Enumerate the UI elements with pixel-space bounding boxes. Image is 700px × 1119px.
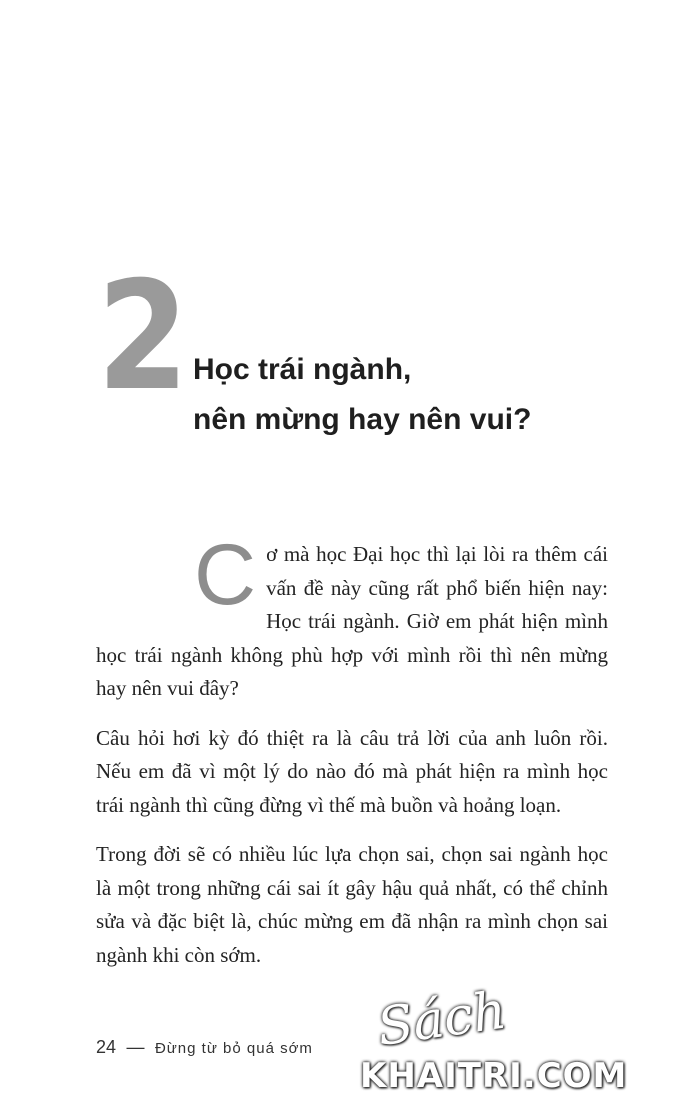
chapter-title-line-1: Học trái ngành, [193,353,412,386]
paragraph-1 [96,527,608,706]
paragraph-3: Trong đời sẽ có nhiều lúc lựa chọn sai, chọn sai ngành học là một trong những cái sai ít gây hậu quả nhất, có thể chỉnh sửa và đặc biệt là, chúc mừng em đã nhận ra mình chọn sai ngành khi còn sớm. [96,842,608,967]
paragraph-1-text: ơ mà học Đại học thì lại lòi ra thêm cái vấn đề này cũng rất phổ biến hiện nay: Học trái ngành. Giờ em phát hiện mình học trái ngành không phù hợp với mình rồi thì nên mừng hay nên vui đây? [96,542,608,700]
drop-cap: C [194,527,257,623]
chapter-title [193,345,633,445]
paragraph-2: Câu hỏi hơi kỳ đó thiệt ra là câu trả lời của anh luôn rồi. Nếu em đã vì một lý do nào đó mà phát hiện ra mình học trái ngành thì cũng đừng vì thế mà buồn và hoảng loạn. [96,725,608,817]
page-footer [96,1037,313,1058]
footer-separator: — [126,1037,145,1057]
running-book-title: Đừng từ bỏ quá sớm [154,1040,313,1057]
publisher-watermark [360,980,690,1113]
chapter-body [96,527,608,988]
watermark-script-text: Sách [373,980,510,1058]
watermark-brand-text: KHAITRI.COM [360,1056,628,1096]
page-number: 24 [96,1037,117,1057]
chapter-number: 2 [97,250,188,424]
chapter-title-line-2: nên mừng hay nên vui? [193,403,532,436]
